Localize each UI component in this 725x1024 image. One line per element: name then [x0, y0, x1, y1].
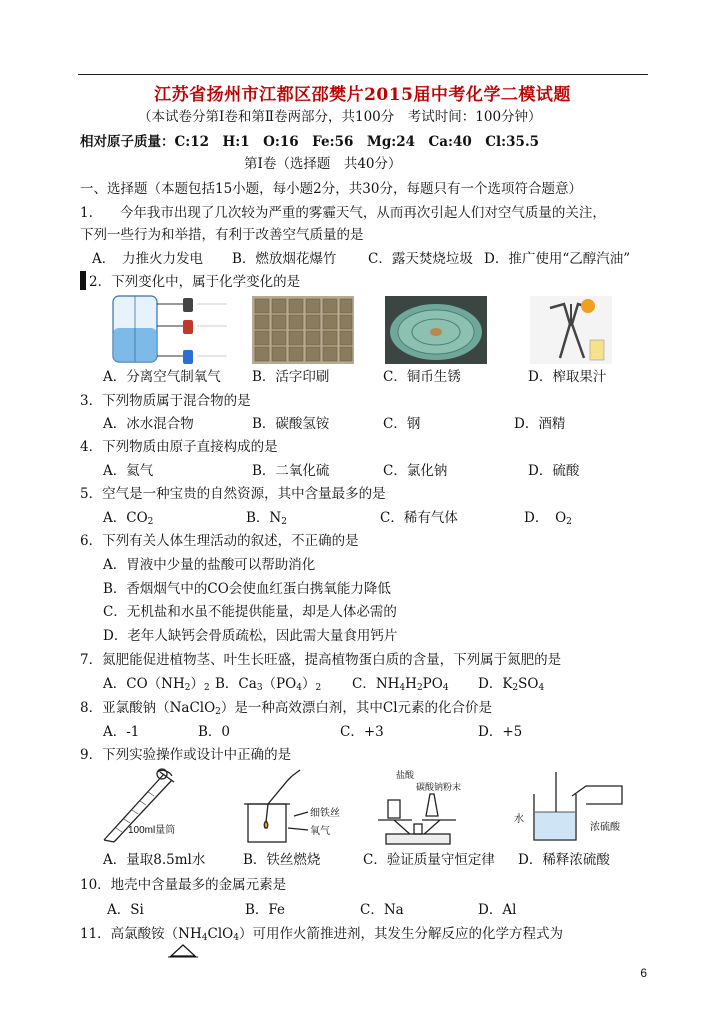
q2-option-d: D．榨取果汁 [528, 369, 607, 385]
q6-option-d: D．老年人缺钙会骨质疏松，因此需大量食用钙片 [103, 628, 398, 644]
heat-triangle-icon [168, 944, 198, 958]
q6-option-c: C．无机盐和水虽不能提供能量，却是人体必需的 [103, 604, 397, 620]
q3-option-a: A．冰水混合物 [103, 416, 194, 432]
q10-option-a: A．Si [107, 902, 144, 918]
balance-illustration [372, 766, 484, 848]
q9-stem: 9．下列实验操作或设计中正确的是 [80, 747, 292, 763]
q3-option-c: C．钢 [383, 416, 421, 432]
q2-option-c: C．铜币生锈 [383, 369, 461, 385]
q4-option-d: D．硫酸 [528, 463, 580, 479]
dilute-acid-illustration [510, 768, 630, 846]
q5-stem: 5．空气是一种宝贵的自然资源，其中含量最多的是 [80, 486, 386, 502]
q10-stem: 10．地壳中含量最多的金属元素是 [80, 877, 287, 893]
q7-option-c: C．$NH_4H_2PO_4$ [352, 676, 449, 693]
q5-option-b: B．$N_2$ [246, 510, 287, 527]
q4-option-b: B．二氧化硫 [252, 463, 330, 479]
cylinder-label: 100ml量筒 [128, 825, 176, 836]
exam-subtitle: （本试卷分第Ⅰ卷和第Ⅱ卷两部分，共100分 考试时间：100分钟） [138, 109, 542, 125]
q3-stem: 3．下列物质属于混合物的是 [80, 393, 251, 409]
q3-option-b: B．碳酸氢铵 [252, 416, 330, 432]
acid-label: 盐酸 [396, 770, 415, 780]
paragraph-marker [80, 271, 86, 290]
q6-stem: 6．下列有关人体生理活动的叙述，不正确的是 [80, 533, 359, 549]
q2-stem: 2．下列变化中，属于化学变化的是 [89, 274, 301, 290]
q9-option-b: B．铁丝燃烧 [243, 852, 321, 868]
q8-option-d: D．+5 [478, 724, 523, 740]
movable-type-illustration [252, 296, 354, 364]
water-label: 水 [514, 814, 524, 825]
q1-option-c: C．露天焚烧垃圾 [368, 251, 473, 267]
iron-wire-burning-illustration [238, 768, 358, 846]
oxygen-label: 氧气 [310, 826, 330, 837]
q11-stem: 11．高氯酸铵$(NH_4ClO_4)$可用作火箭推进剂，其发生分解反应的化学方程式为 [80, 926, 563, 943]
conc-acid-label: 浓硫酸 [590, 822, 620, 833]
q5-option-a: A．$CO_2$ [103, 510, 154, 527]
page-number: 6 [640, 966, 647, 980]
q3-option-d: D．酒精 [514, 416, 566, 432]
section-intro: 一、选择题（本题包括15小题，每小题2分，共30分，每题只有一个选项符合题意） [80, 181, 582, 197]
section-title: 第Ⅰ卷（选择题 共40分） [244, 156, 402, 172]
q9-option-d: D．稀释浓硫酸 [518, 852, 610, 868]
q10-option-b: B．Fe [245, 902, 286, 918]
wire-label: 细铁丝 [310, 808, 340, 819]
measuring-cylinder-illustration [100, 768, 220, 846]
q6-option-a: A．胃液中少量的盐酸可以帮助消化 [103, 557, 316, 573]
q9-option-a: A．量取8.5ml水 [103, 852, 206, 868]
q10-option-c: C．Na [360, 902, 404, 918]
q4-stem: 4．下列物质由原子直接构成的是 [80, 439, 278, 455]
q1-stem-line1: 1. 今年我市出现了几次较为严重的雾霾天气，从而再次引起人们对空气质量的关注， [80, 205, 606, 221]
q7-option-d: D．$K_2SO_4$ [478, 676, 545, 693]
q7-option-a: A．$CO(NH_2)_2$ [103, 676, 210, 693]
q1-option-a: A． 力推火力发电 [92, 251, 203, 267]
bronze-mirror-illustration [385, 296, 487, 364]
q2-option-a: A．分离空气制氧气 [103, 369, 221, 385]
carbonate-label: 碳酸钠粉末 [416, 782, 462, 792]
q5-option-c: C．稀有气体 [380, 510, 458, 526]
q10-option-d: D．Al [478, 902, 517, 918]
header-rule [78, 74, 648, 75]
q7-stem: 7．氮肥能促进植物茎、叶生长旺盛，提高植物蛋白质的含量，下列属于氮肥的是 [80, 652, 562, 668]
q4-option-a: A．氦气 [103, 463, 154, 479]
q4-option-c: C．氯化钠 [383, 463, 448, 479]
q8-option-a: A．-1 [103, 724, 140, 740]
q1-stem-line2: 下列一些行为和举措，有利于改善空气质量的是 [80, 227, 364, 243]
atomic-mass-line: 相对原子质量：C:12 H:1 O:16 Fe:56 Mg:24 Ca:40 Cl:35.5 [80, 134, 540, 150]
q9-option-c: C．验证质量守恒定律 [363, 852, 495, 868]
q8-stem: 8．亚氯酸钠（NaClO$_2$）是一种高效漂白剂，其中Cl元素的化合价是 [80, 700, 493, 717]
q7-option-b: B．$Ca_3(PO_4)_2$ [215, 676, 322, 693]
q8-option-c: C．+3 [340, 724, 384, 740]
q5-option-d: D． $O_2$ [524, 510, 572, 527]
air-separation-illustration [103, 290, 233, 368]
q1-option-d: D．推广使用“乙醇汽油” [484, 251, 631, 267]
q1-option-b: B．燃放烟花爆竹 [232, 251, 337, 267]
q6-option-b: B．香烟烟气中的CO会使血红蛋白携氧能力降低 [103, 581, 391, 597]
page-title: 江苏省扬州市江都区邵樊片2015届中考化学二模试题 [154, 85, 571, 105]
juicer-illustration [530, 296, 612, 364]
q8-option-b: B．0 [198, 724, 231, 740]
q2-option-b: B．活字印刷 [252, 369, 330, 385]
